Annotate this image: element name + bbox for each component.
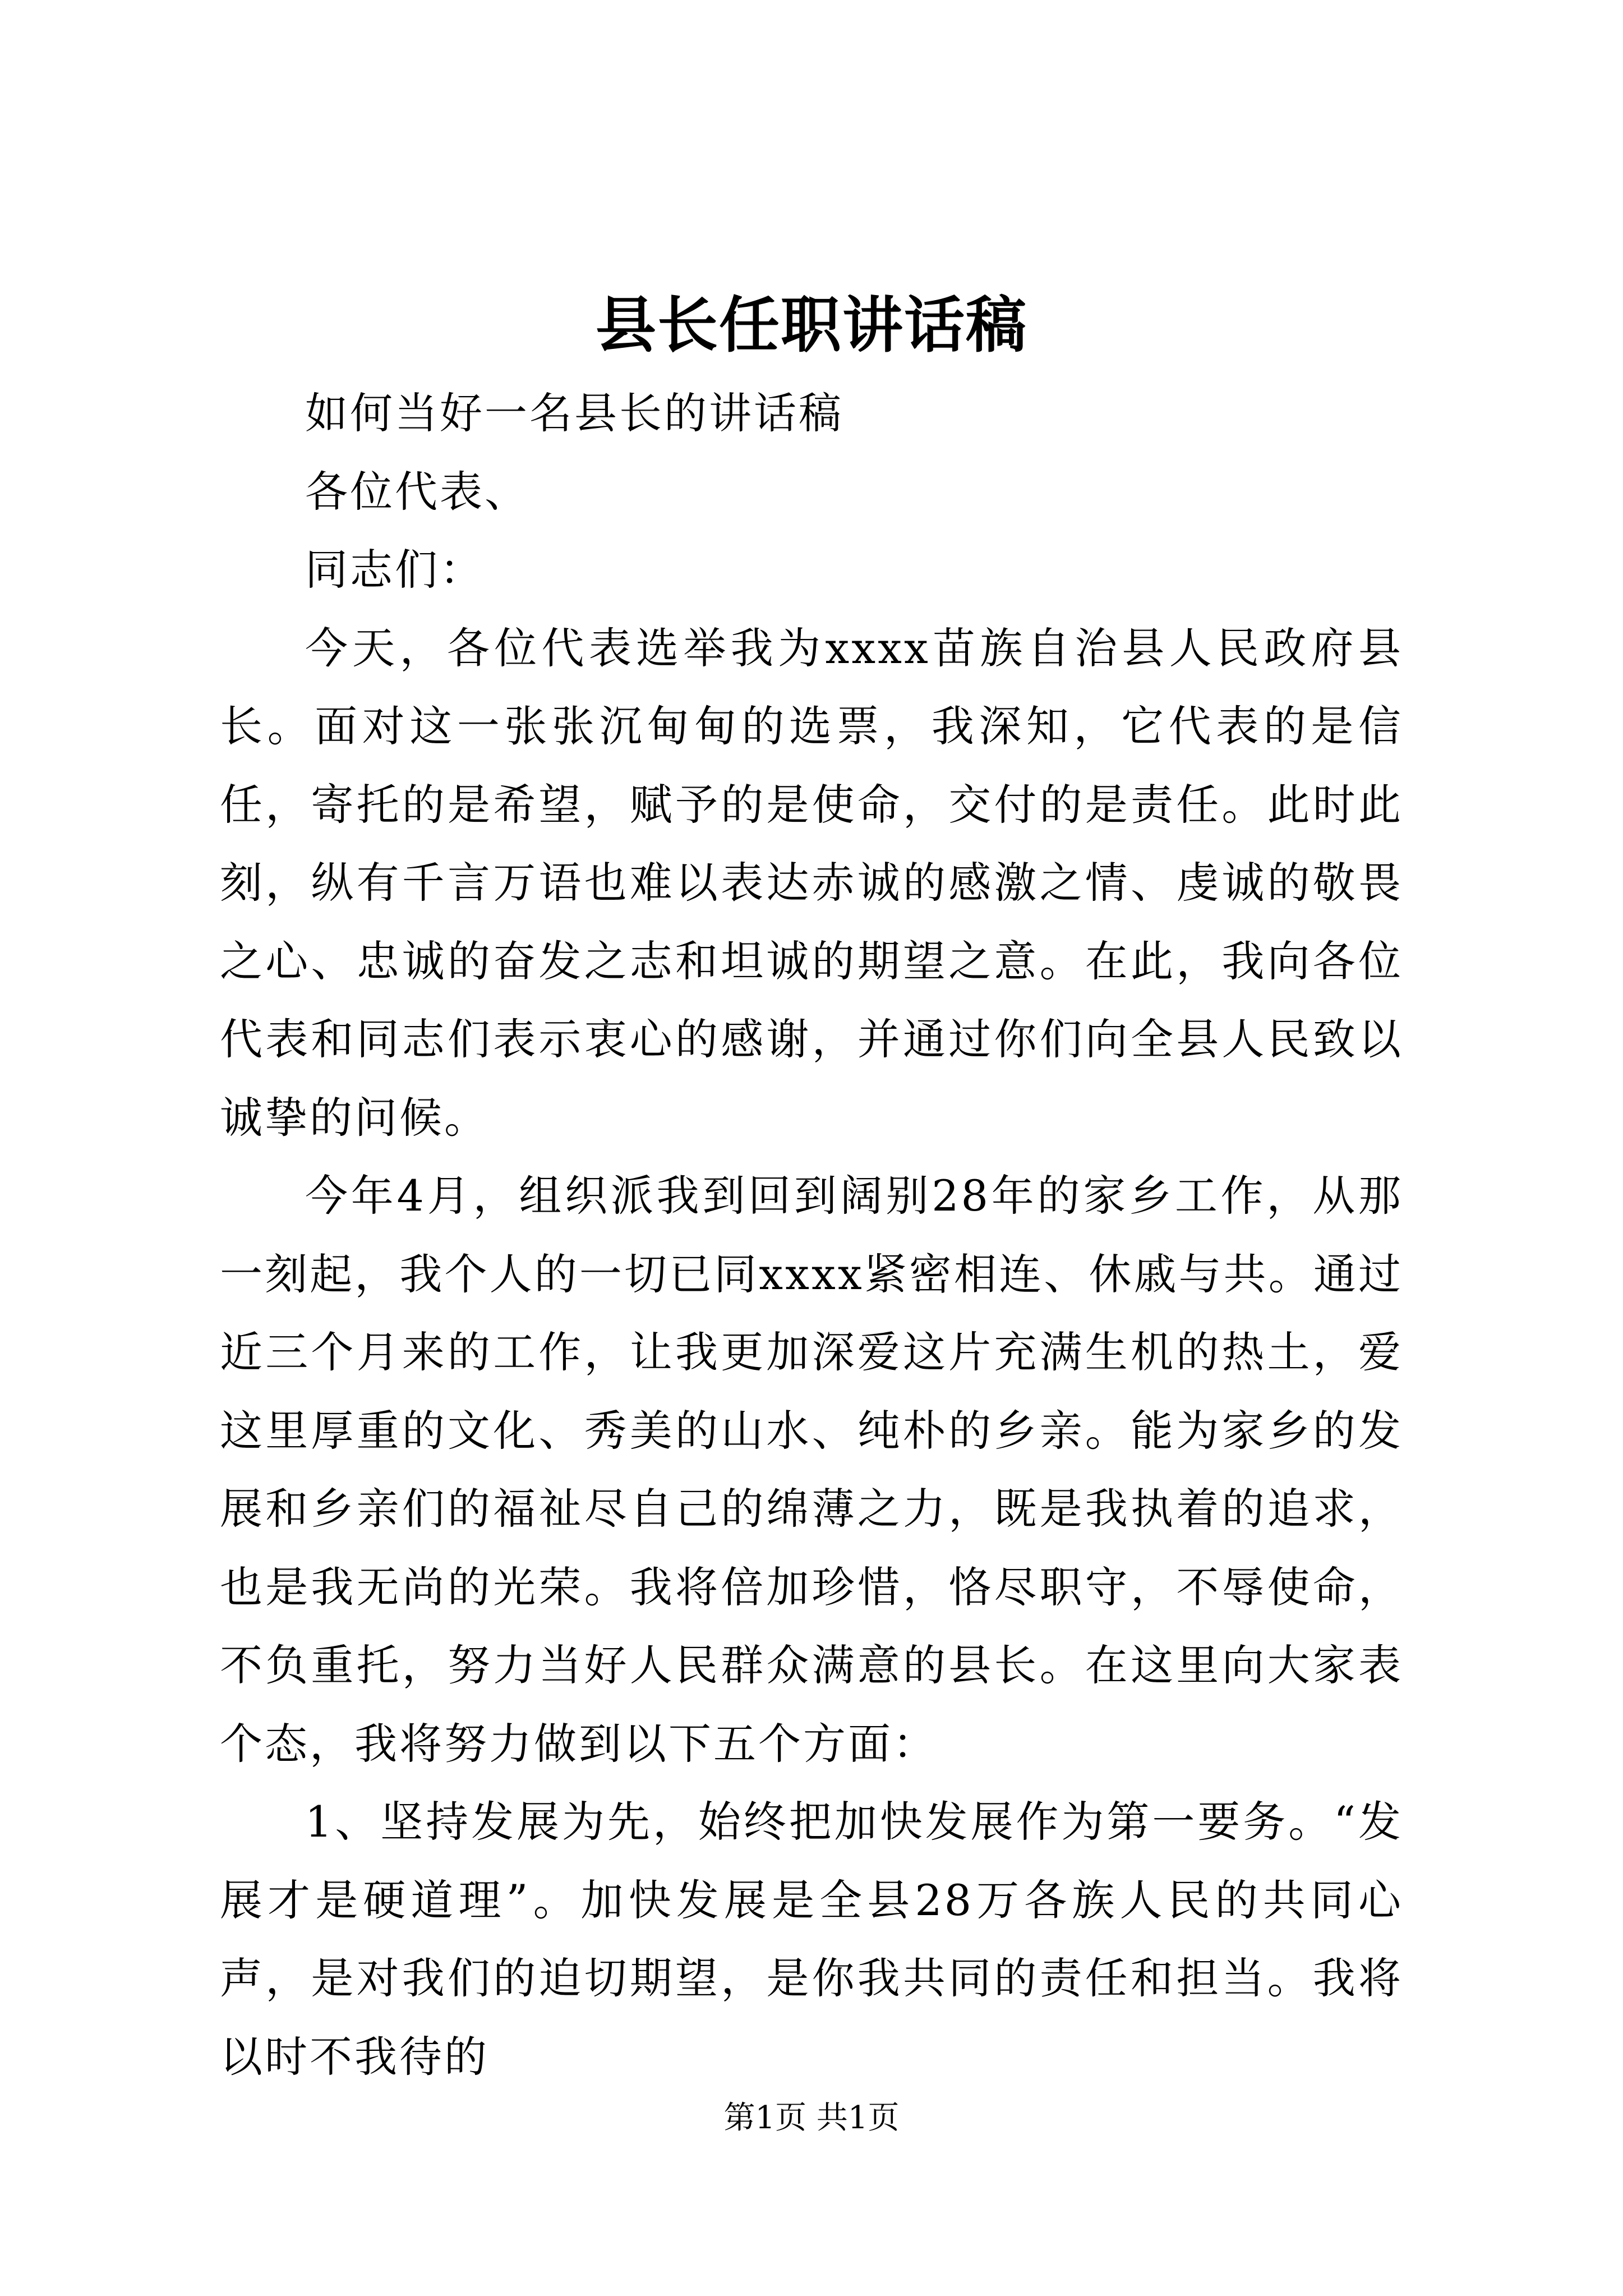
subtitle-line: 如何当好一名县长的讲话稿 bbox=[305, 388, 843, 438]
body-paragraph: 1、坚持发展为先，始终把加快发展作为第一要务。“发展才是硬道理”。加快发展是全县28万各族人民的共同心声，是对我们的迫切期望，是你我共同的责任和担当。我将以时不我待的 bbox=[220, 1797, 1403, 2082]
body-paragraph: 今天，各位代表选举我为xxxx苗族自治县人民政府县长。面对这一张张沉甸甸的选票，我深知，它代表的是信任，寄托的是希望，赋予的是使命，交付的是责任。此时此刻，纵有千言万语也难以表达赤诚的感激之情、虔诚的敬畏之心、忠诚的奋发之志和坦诚的期望之意。在此，我向各位代表和同志们表示衷心的感谢，并通过你们向全县人民致以诚挚的问候。 bbox=[220, 623, 1403, 1143]
salutation-line: 各位代表、 bbox=[305, 466, 529, 517]
body-paragraph: 今年4月，组织派我到回到阔别28年的家乡工作，从那一刻起，我个人的一切已同xxxx紧密相连、休戚与共。通过近三个月来的工作，让我更加深爱这片充满生机的热土，爱这里厚重的文化、秀美的山水、纯朴的乡亲。能为家乡的发展和乡亲们的福祉尽自己的绵薄之力，既是我执着的追求，也是我无尚的光荣。我将倍加珍惜，恪尽职守，不辱使命，不负重托，努力当好人民群众满意的县长。在这里向大家表个态，我将努力做到以下五个方面： bbox=[220, 1171, 1403, 1769]
page-footer: 第1页 共1页 bbox=[723, 2100, 900, 2136]
salutation-line: 同志们： bbox=[305, 545, 485, 595]
document-body bbox=[220, 374, 1403, 2096]
document-title: 县长任职讲话稿 bbox=[595, 290, 1027, 361]
